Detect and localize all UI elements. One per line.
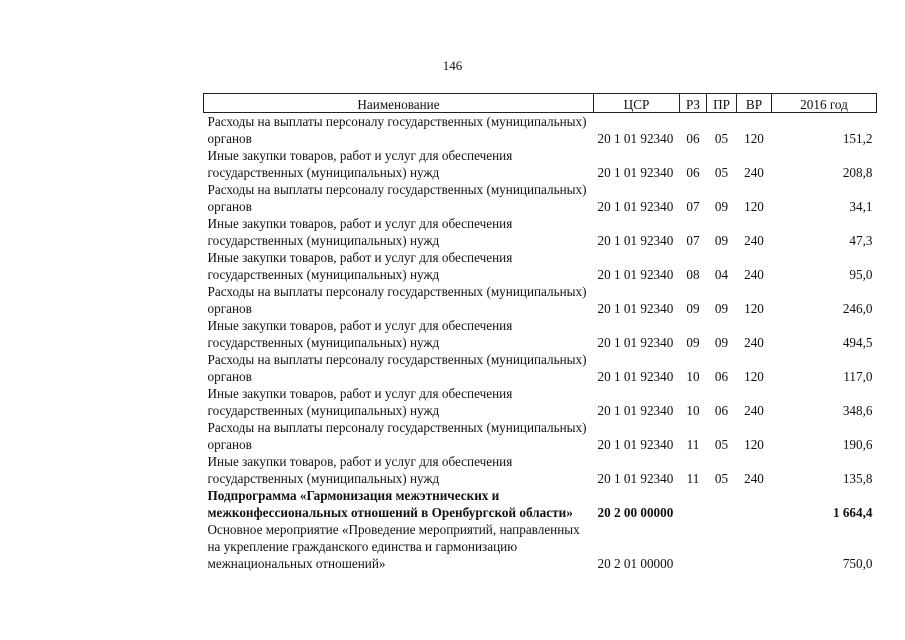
table-row xyxy=(204,283,877,317)
column-header-pr: ПР xyxy=(707,94,737,113)
table-row xyxy=(204,249,877,283)
row-vr xyxy=(737,521,772,572)
row-csr: 20 1 01 92340 xyxy=(597,267,674,282)
row-rz: 11 xyxy=(686,437,700,452)
column-header-name: Наименование xyxy=(204,94,594,113)
row-rz: 10 xyxy=(686,369,700,384)
row-vr: 240 xyxy=(744,403,764,418)
row-name: Подпрограмма «Гармонизация межэтнических и межконфессиональных отношений в Оренбургской области» xyxy=(207,488,573,520)
table-header-row xyxy=(204,94,877,113)
row-amount: 494,5 xyxy=(842,335,873,350)
table-row xyxy=(204,317,877,351)
row-rz: 10 xyxy=(686,403,700,418)
row-csr: 20 1 01 92340 xyxy=(597,199,674,214)
row-vr xyxy=(737,487,772,521)
row-csr: 20 1 01 92340 xyxy=(597,403,674,418)
row-pr: 06 xyxy=(714,403,729,418)
row-pr: 09 xyxy=(714,199,729,214)
row-csr: 20 1 01 92340 xyxy=(597,335,674,350)
row-vr: 120 xyxy=(744,437,764,452)
row-csr: 20 1 01 92340 xyxy=(597,233,674,248)
row-amount: 1 664,4 xyxy=(832,505,873,520)
row-rz: 11 xyxy=(686,471,700,486)
column-header-vr: ВР xyxy=(737,94,772,113)
row-rz: 06 xyxy=(686,131,700,146)
table-row xyxy=(204,385,877,419)
row-name: Иные закупки товаров, работ и услуг для обеспечения государственных (муниципальных) нужд xyxy=(207,148,513,180)
row-amount: 34,1 xyxy=(849,199,873,214)
row-vr: 240 xyxy=(744,165,764,180)
table-row xyxy=(204,453,877,487)
table-row xyxy=(204,351,877,385)
row-amount: 117,0 xyxy=(843,369,873,384)
row-vr: 240 xyxy=(744,335,764,350)
row-csr: 20 1 01 92340 xyxy=(597,165,674,180)
row-name: Иные закупки товаров, работ и услуг для обеспечения государственных (муниципальных) нужд xyxy=(207,386,513,418)
table-row xyxy=(204,419,877,453)
table-row xyxy=(204,147,877,181)
row-vr: 120 xyxy=(744,301,764,316)
column-header-year: 2016 год xyxy=(772,94,877,113)
row-pr: 05 xyxy=(714,471,729,486)
row-csr: 20 2 00 00000 xyxy=(597,505,674,520)
row-rz xyxy=(680,521,707,572)
row-vr: 120 xyxy=(744,369,764,384)
row-name: Расходы на выплаты персоналу государственных (муниципальных) органов xyxy=(207,114,587,146)
row-csr: 20 1 01 92340 xyxy=(597,437,674,452)
table-row xyxy=(204,487,877,521)
row-rz xyxy=(680,487,707,521)
row-name: Основное мероприятие «Проведение мероприятий, направленных на укрепление гражданского единства и гармонизацию межнациональных отношений» xyxy=(207,522,580,571)
row-amount: 246,0 xyxy=(842,301,873,316)
row-pr: 06 xyxy=(714,369,729,384)
row-pr: 05 xyxy=(714,165,729,180)
row-pr: 05 xyxy=(714,437,729,452)
row-pr: 05 xyxy=(714,131,729,146)
row-rz: 09 xyxy=(686,301,700,316)
row-csr: 20 1 01 92340 xyxy=(597,471,674,486)
row-pr xyxy=(707,521,737,572)
row-pr: 04 xyxy=(714,267,729,282)
row-name: Расходы на выплаты персоналу государственных (муниципальных) органов xyxy=(207,284,587,316)
row-pr xyxy=(707,487,737,521)
row-amount: 135,8 xyxy=(842,471,873,486)
row-vr: 240 xyxy=(744,267,764,282)
row-amount: 95,0 xyxy=(849,267,873,282)
row-csr: 20 1 01 92340 xyxy=(597,369,674,384)
budget-table xyxy=(203,93,877,572)
column-header-rz: РЗ xyxy=(680,94,707,113)
table-row xyxy=(204,181,877,215)
row-rz: 09 xyxy=(686,335,700,350)
row-rz: 08 xyxy=(686,267,700,282)
row-vr: 120 xyxy=(744,199,764,214)
row-pr: 09 xyxy=(714,301,729,316)
row-csr: 20 2 01 00000 xyxy=(597,556,674,571)
row-rz: 07 xyxy=(686,199,700,214)
row-amount: 348,6 xyxy=(842,403,873,418)
page-number: 146 xyxy=(442,58,463,73)
row-vr: 240 xyxy=(744,471,764,486)
row-csr: 20 1 01 92340 xyxy=(597,131,674,146)
row-amount: 151,2 xyxy=(842,131,873,146)
row-vr: 120 xyxy=(744,131,764,146)
row-name: Расходы на выплаты персоналу государственных (муниципальных) органов xyxy=(207,420,587,452)
row-name: Иные закупки товаров, работ и услуг для обеспечения государственных (муниципальных) нужд xyxy=(207,250,513,282)
row-amount: 47,3 xyxy=(849,233,873,248)
table-row xyxy=(204,113,877,148)
row-name: Иные закупки товаров, работ и услуг для обеспечения государственных (муниципальных) нужд xyxy=(207,318,513,350)
table-row xyxy=(204,521,877,572)
row-pr: 09 xyxy=(714,335,729,350)
row-name: Иные закупки товаров, работ и услуг для обеспечения государственных (муниципальных) нужд xyxy=(207,216,513,248)
row-name: Расходы на выплаты персоналу государственных (муниципальных) органов xyxy=(207,182,587,214)
row-name: Расходы на выплаты персоналу государственных (муниципальных) органов xyxy=(207,352,587,384)
row-amount: 190,6 xyxy=(842,437,873,452)
column-header-csr: ЦСР xyxy=(594,94,680,113)
row-vr: 240 xyxy=(744,233,764,248)
row-rz: 07 xyxy=(686,233,700,248)
row-rz: 06 xyxy=(686,165,700,180)
row-amount: 208,8 xyxy=(842,165,873,180)
row-name: Иные закупки товаров, работ и услуг для обеспечения государственных (муниципальных) нужд xyxy=(207,454,513,486)
row-amount: 750,0 xyxy=(842,556,873,571)
row-csr: 20 1 01 92340 xyxy=(597,301,674,316)
row-pr: 09 xyxy=(714,233,729,248)
table-row xyxy=(204,215,877,249)
